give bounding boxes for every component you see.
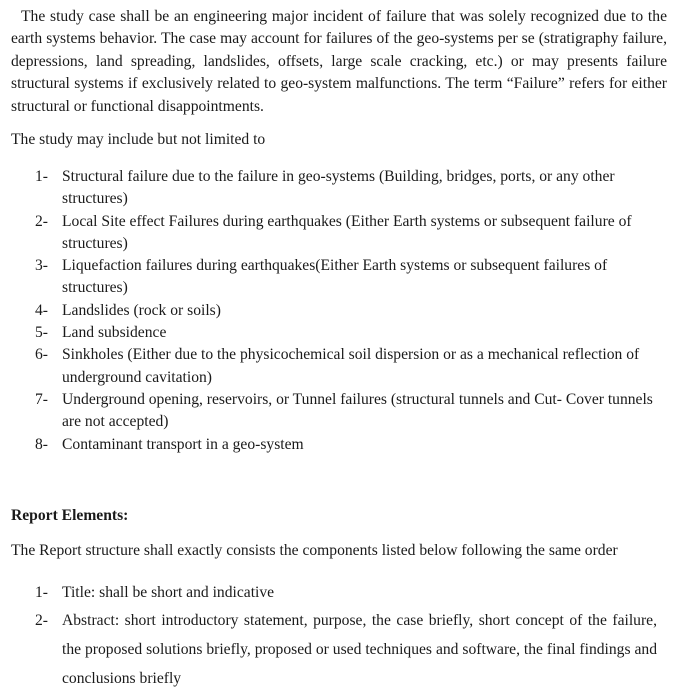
list-item-number: 4- — [35, 301, 48, 319]
list-item-number: 1- — [35, 584, 48, 601]
list-item-text: Contaminant transport in a geo-system — [62, 435, 304, 453]
list-item — [0, 211, 657, 256]
list-item — [0, 322, 657, 344]
list-item — [0, 300, 657, 322]
list-item-text: Local Site effect Failures during earthquakes (Either Earth systems or subsequent failure of structures) — [62, 212, 632, 252]
list-item — [0, 389, 657, 434]
list-item — [0, 578, 657, 607]
list-item-number: 3- — [35, 257, 48, 275]
list-item-number: 2- — [35, 612, 48, 629]
list-item-number: 7- — [35, 390, 48, 408]
report-heading: Report Elements: — [11, 507, 129, 524]
list-item-text: Structural failure due to the failure in geo-systems (Building, bridges, ports, or any other structures) — [62, 168, 615, 208]
list-item-text: Liquefaction failures during earthquakes(Either Earth systems or subsequent failures of structures) — [62, 257, 608, 297]
list-item-text: Landslides (rock or soils) — [62, 301, 221, 319]
list-item — [0, 255, 657, 300]
list-item-text: Land subsidence — [62, 324, 167, 342]
list-item-number: 5- — [35, 324, 48, 342]
list-item-text: Underground opening, reservoirs, or Tunnel failures (structural tunnels and Cut- Cover tunnels are not accepted) — [62, 390, 653, 431]
list-item-number: 8- — [35, 435, 48, 453]
list-item-number: 2- — [35, 212, 48, 230]
list-item — [0, 166, 657, 211]
list-item — [0, 344, 657, 389]
study-intro: The study may include but not limited to — [11, 131, 266, 148]
list-item-text: Sinkholes (Either due to the physicochemical soil dispersion or as a mechanical reflection of underground cavitation) — [62, 346, 640, 386]
list-item-number: 6- — [35, 346, 48, 364]
list-item — [0, 434, 657, 456]
list-item-number: 1- — [35, 168, 48, 185]
list-item-text: Abstract: short introductory statement, purpose, the case briefly, short concept of the failure, the proposed solutions briefly, proposed or used techniques and software, the final findings and conclusions briefly — [62, 612, 657, 687]
study-list — [0, 166, 657, 456]
report-list — [0, 578, 657, 693]
list-item — [0, 606, 657, 693]
list-item-text: Title: shall be short and indicative — [62, 584, 275, 601]
report-intro: The Report structure shall exactly consists the components listed below following the same order — [11, 542, 618, 559]
intro-paragraph: The study case shall be an engineering major incident of failure that was solely recognized due to the earth systems behavior. The case may account for failures of the geo-systems per se (stratigraphy failure, depressions, land spreading, landslides, offsets, large scale cracking, etc.) or may presents failure structural systems if exclusively related to geo-system malfunctions. The term “Failure” refers for either structural or functional disappointments. — [11, 8, 667, 115]
